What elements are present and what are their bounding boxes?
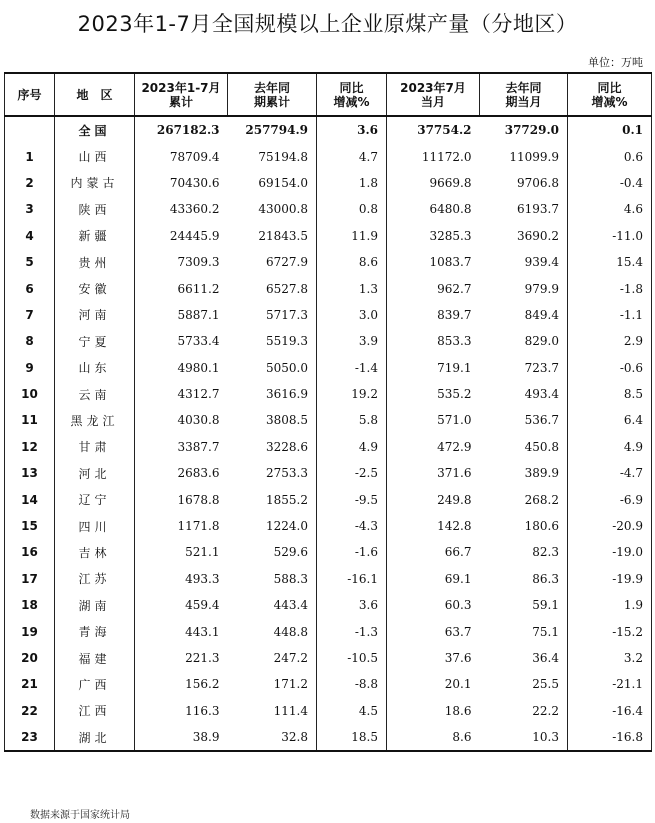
- value-cell: 0.1: [568, 116, 652, 143]
- value-cell: 472.9: [387, 434, 480, 460]
- table-row: [5, 460, 652, 486]
- value-cell: 1.8: [317, 170, 387, 196]
- value-cell: 5717.3: [266, 307, 308, 322]
- region-cell: 全国: [55, 116, 135, 143]
- value-cell: 247.2: [273, 651, 308, 665]
- column-header: 2023年7月 当月: [387, 73, 480, 116]
- table-row: [5, 196, 652, 222]
- row-index: 10: [5, 381, 55, 407]
- row-index: 4: [5, 223, 55, 249]
- value-cell: 3.6: [317, 116, 387, 143]
- value-cell: 448.8: [273, 624, 308, 639]
- column-header: 去年同 期当月: [480, 73, 568, 116]
- value-cell: 6527.8: [266, 281, 308, 296]
- row-index: 18: [5, 592, 55, 618]
- value-cell: 20.1: [387, 671, 480, 697]
- unit-label: 单位：万吨: [588, 56, 643, 69]
- value-cell: 6193.7: [517, 202, 559, 217]
- value-cell: -1.8: [568, 275, 652, 301]
- table-row: [5, 671, 652, 697]
- table-row: [5, 434, 652, 460]
- region-cell: 新疆: [55, 223, 135, 249]
- value-cell: -0.4: [568, 170, 652, 196]
- row-index: 12: [5, 434, 55, 460]
- value-cell: 78709.4: [135, 143, 228, 169]
- region-cell: 内蒙古: [55, 170, 135, 196]
- region-cell: 甘肃: [55, 434, 135, 460]
- value-cell: -15.2: [568, 618, 652, 644]
- table-row: [5, 381, 652, 407]
- value-cell: 3228.6: [266, 439, 308, 454]
- value-cell: -9.5: [317, 486, 387, 512]
- value-cell: -19.0: [568, 539, 652, 565]
- value-cell: 5519.3: [266, 334, 308, 349]
- region-cell: 广西: [55, 671, 135, 697]
- value-cell: 18.5: [317, 724, 387, 751]
- value-cell: 1224.0: [266, 519, 308, 534]
- value-cell: 37729.0: [504, 123, 559, 138]
- row-index: 9: [5, 355, 55, 381]
- value-cell: 3.0: [317, 302, 387, 328]
- value-cell: 962.7: [387, 275, 480, 301]
- region-cell: 安徽: [55, 275, 135, 301]
- region-cell: 福建: [55, 645, 135, 671]
- row-index: 16: [5, 539, 55, 565]
- value-cell: 171.2: [273, 677, 308, 692]
- value-cell: 3.9: [317, 328, 387, 354]
- region-cell: 山西: [55, 143, 135, 169]
- value-cell: 535.2: [387, 381, 480, 407]
- region-cell: 山东: [55, 355, 135, 381]
- value-cell: 221.3: [135, 645, 228, 671]
- value-cell: 268.2: [524, 492, 559, 507]
- row-index: 2: [5, 170, 55, 196]
- table-row: [5, 249, 652, 275]
- value-cell: -1.3: [317, 618, 387, 644]
- value-cell: 25.5: [532, 677, 559, 692]
- value-cell: 443.1: [135, 618, 228, 644]
- value-cell: 853.3: [387, 328, 480, 354]
- row-index: 17: [5, 566, 55, 592]
- region-cell: 江苏: [55, 566, 135, 592]
- value-cell: 8.5: [568, 381, 652, 407]
- coal-output-table: [4, 72, 652, 752]
- value-cell: 3808.5: [266, 413, 308, 428]
- value-cell: 15.4: [568, 249, 652, 275]
- value-cell: 37754.2: [387, 116, 480, 143]
- value-cell: 5733.4: [135, 328, 228, 354]
- value-cell: -4.7: [568, 460, 652, 486]
- value-cell: 142.8: [387, 513, 480, 539]
- value-cell: 8.6: [387, 724, 480, 751]
- table-row: [5, 407, 652, 433]
- value-cell: 5.8: [317, 407, 387, 433]
- value-cell: 1.9: [568, 592, 652, 618]
- value-cell: -8.8: [317, 671, 387, 697]
- source-note: 数据来源于国家统计局: [30, 810, 130, 821]
- region-cell: 青海: [55, 618, 135, 644]
- region-cell: 吉林: [55, 539, 135, 565]
- value-cell: -1.4: [317, 355, 387, 381]
- value-cell: 75.1: [532, 624, 559, 639]
- value-cell: 389.9: [524, 466, 559, 481]
- value-cell: 8.6: [317, 249, 387, 275]
- row-index: [5, 116, 55, 143]
- region-cell: 四川: [55, 513, 135, 539]
- table-row: [5, 566, 652, 592]
- value-cell: 4.5: [317, 698, 387, 724]
- row-index: 20: [5, 645, 55, 671]
- table-row: [5, 724, 652, 751]
- value-cell: 0.8: [317, 196, 387, 222]
- value-cell: 116.3: [135, 698, 228, 724]
- value-cell: 3387.7: [135, 434, 228, 460]
- value-cell: 5887.1: [135, 302, 228, 328]
- value-cell: 4030.8: [135, 407, 228, 433]
- column-header: 地 区: [55, 73, 135, 116]
- value-cell: -6.9: [568, 486, 652, 512]
- value-cell: 3690.2: [517, 228, 559, 243]
- value-cell: 4.6: [568, 196, 652, 222]
- table-row: [5, 143, 652, 169]
- row-index: 5: [5, 249, 55, 275]
- value-cell: 36.4: [532, 651, 559, 665]
- row-index: 21: [5, 671, 55, 697]
- value-cell: -20.9: [568, 513, 652, 539]
- value-cell: 3.2: [568, 645, 652, 671]
- value-cell: 4980.1: [135, 355, 228, 381]
- value-cell: -1.6: [317, 539, 387, 565]
- value-cell: 5050.0: [266, 360, 308, 375]
- value-cell: 6611.2: [135, 275, 228, 301]
- value-cell: 70430.6: [135, 170, 228, 196]
- table-row: [5, 302, 652, 328]
- value-cell: 9706.8: [517, 175, 559, 190]
- value-cell: -1.1: [568, 302, 652, 328]
- value-cell: 571.0: [387, 407, 480, 433]
- table-row: [5, 539, 652, 565]
- value-cell: 21843.5: [258, 228, 308, 243]
- value-cell: -4.3: [317, 513, 387, 539]
- value-cell: 82.3: [532, 545, 559, 560]
- value-cell: 11.9: [317, 223, 387, 249]
- value-cell: 493.4: [524, 387, 559, 402]
- value-cell: 529.6: [273, 545, 308, 560]
- region-cell: 湖北: [55, 724, 135, 751]
- row-index: 7: [5, 302, 55, 328]
- value-cell: 38.9: [135, 724, 228, 751]
- row-index: 22: [5, 698, 55, 724]
- row-index: 19: [5, 618, 55, 644]
- value-cell: 2683.6: [135, 460, 228, 486]
- value-cell: 156.2: [135, 671, 228, 697]
- value-cell: 4.9: [317, 434, 387, 460]
- value-cell: 719.1: [387, 355, 480, 381]
- table-row: [5, 328, 652, 354]
- column-header: 2023年1-7月 累计: [135, 73, 228, 116]
- value-cell: 24445.9: [135, 223, 228, 249]
- region-cell: 江西: [55, 698, 135, 724]
- value-cell: 939.4: [524, 255, 559, 270]
- value-cell: -21.1: [568, 671, 652, 697]
- value-cell: 10.3: [480, 724, 568, 751]
- value-cell: 257794.9: [245, 123, 308, 138]
- page-title: 2023年1-7月全国规模以上企业原煤产量（分地区）: [77, 12, 578, 36]
- row-index: 14: [5, 486, 55, 512]
- value-cell: 32.8: [228, 724, 317, 751]
- value-cell: 493.3: [135, 566, 228, 592]
- value-cell: 6.4: [568, 407, 652, 433]
- value-cell: 7309.3: [135, 249, 228, 275]
- row-index: 15: [5, 513, 55, 539]
- value-cell: 536.7: [524, 413, 559, 428]
- value-cell: 111.4: [273, 703, 308, 718]
- value-cell: 1.3: [317, 275, 387, 301]
- value-cell: 723.7: [524, 360, 559, 375]
- value-cell: 979.9: [524, 281, 559, 296]
- value-cell: 37.6: [387, 645, 480, 671]
- value-cell: -16.1: [317, 566, 387, 592]
- value-cell: 4.9: [568, 434, 652, 460]
- column-header: 同比 增减%: [317, 73, 387, 116]
- value-cell: 267182.3: [135, 116, 228, 143]
- value-cell: 3616.9: [266, 387, 308, 402]
- table-row: [5, 355, 652, 381]
- value-cell: 1083.7: [387, 249, 480, 275]
- value-cell: 6480.8: [387, 196, 480, 222]
- column-header: 序号: [5, 73, 55, 116]
- region-cell: 河北: [55, 460, 135, 486]
- column-header: 同比 增减%: [568, 73, 652, 116]
- table-row: [5, 645, 652, 671]
- value-cell: -16.4: [568, 698, 652, 724]
- region-cell: 贵州: [55, 249, 135, 275]
- value-cell: 75194.8: [258, 149, 308, 164]
- value-cell: 443.4: [273, 598, 308, 613]
- region-cell: 宁夏: [55, 328, 135, 354]
- region-cell: 湖南: [55, 592, 135, 618]
- value-cell: 1171.8: [135, 513, 228, 539]
- value-cell: 19.2: [317, 381, 387, 407]
- row-index: 1: [5, 143, 55, 169]
- row-index: 23: [5, 724, 55, 751]
- value-cell: 849.4: [524, 307, 559, 322]
- row-index: 11: [5, 407, 55, 433]
- value-cell: 69.1: [387, 566, 480, 592]
- value-cell: 4312.7: [135, 381, 228, 407]
- value-cell: -16.8: [568, 724, 652, 751]
- column-header: 去年同 期累计: [228, 73, 317, 116]
- value-cell: 249.8: [387, 486, 480, 512]
- table-row: [5, 223, 652, 249]
- value-cell: 450.8: [524, 439, 559, 454]
- header-row: [5, 73, 652, 116]
- row-index: 3: [5, 196, 55, 222]
- value-cell: 521.1: [135, 539, 228, 565]
- value-cell: 2753.3: [266, 466, 308, 481]
- region-cell: 云南: [55, 381, 135, 407]
- value-cell: 829.0: [524, 334, 559, 349]
- table-row: [5, 618, 652, 644]
- value-cell: 1678.8: [135, 486, 228, 512]
- row-index: 6: [5, 275, 55, 301]
- table-row: [5, 486, 652, 512]
- value-cell: 86.3: [532, 571, 559, 586]
- value-cell: 4.7: [317, 143, 387, 169]
- value-cell: 11099.9: [509, 149, 559, 164]
- region-cell: 河南: [55, 302, 135, 328]
- value-cell: 11172.0: [387, 143, 480, 169]
- region-cell: 黑龙江: [55, 407, 135, 433]
- value-cell: 66.7: [387, 539, 480, 565]
- value-cell: -0.6: [568, 355, 652, 381]
- value-cell: 3285.3: [387, 223, 480, 249]
- value-cell: 69154.0: [258, 175, 308, 190]
- total-row: [5, 116, 652, 143]
- table-row: [5, 513, 652, 539]
- value-cell: 2.9: [568, 328, 652, 354]
- table-row: [5, 275, 652, 301]
- value-cell: 43360.2: [135, 196, 228, 222]
- region-cell: 辽宁: [55, 486, 135, 512]
- value-cell: 6727.9: [266, 255, 308, 270]
- value-cell: -11.0: [568, 223, 652, 249]
- table-row: [5, 698, 652, 724]
- value-cell: -10.5: [317, 645, 387, 671]
- row-index: 8: [5, 328, 55, 354]
- value-cell: 18.6: [387, 698, 480, 724]
- value-cell: 60.3: [387, 592, 480, 618]
- value-cell: 9669.8: [387, 170, 480, 196]
- value-cell: 63.7: [387, 618, 480, 644]
- table-row: [5, 592, 652, 618]
- value-cell: 22.2: [532, 703, 559, 718]
- value-cell: 1855.2: [266, 492, 308, 507]
- table-body: [5, 116, 652, 751]
- value-cell: 0.6: [568, 143, 652, 169]
- value-cell: 588.3: [273, 571, 308, 586]
- value-cell: 839.7: [387, 302, 480, 328]
- row-index: 13: [5, 460, 55, 486]
- value-cell: 3.6: [317, 592, 387, 618]
- table-row: [5, 170, 652, 196]
- value-cell: -19.9: [568, 566, 652, 592]
- value-cell: 371.6: [387, 460, 480, 486]
- region-cell: 陕西: [55, 196, 135, 222]
- value-cell: 59.1: [532, 598, 559, 613]
- value-cell: 43000.8: [258, 202, 308, 217]
- value-cell: -2.5: [317, 460, 387, 486]
- value-cell: 459.4: [135, 592, 228, 618]
- value-cell: 180.6: [524, 519, 559, 534]
